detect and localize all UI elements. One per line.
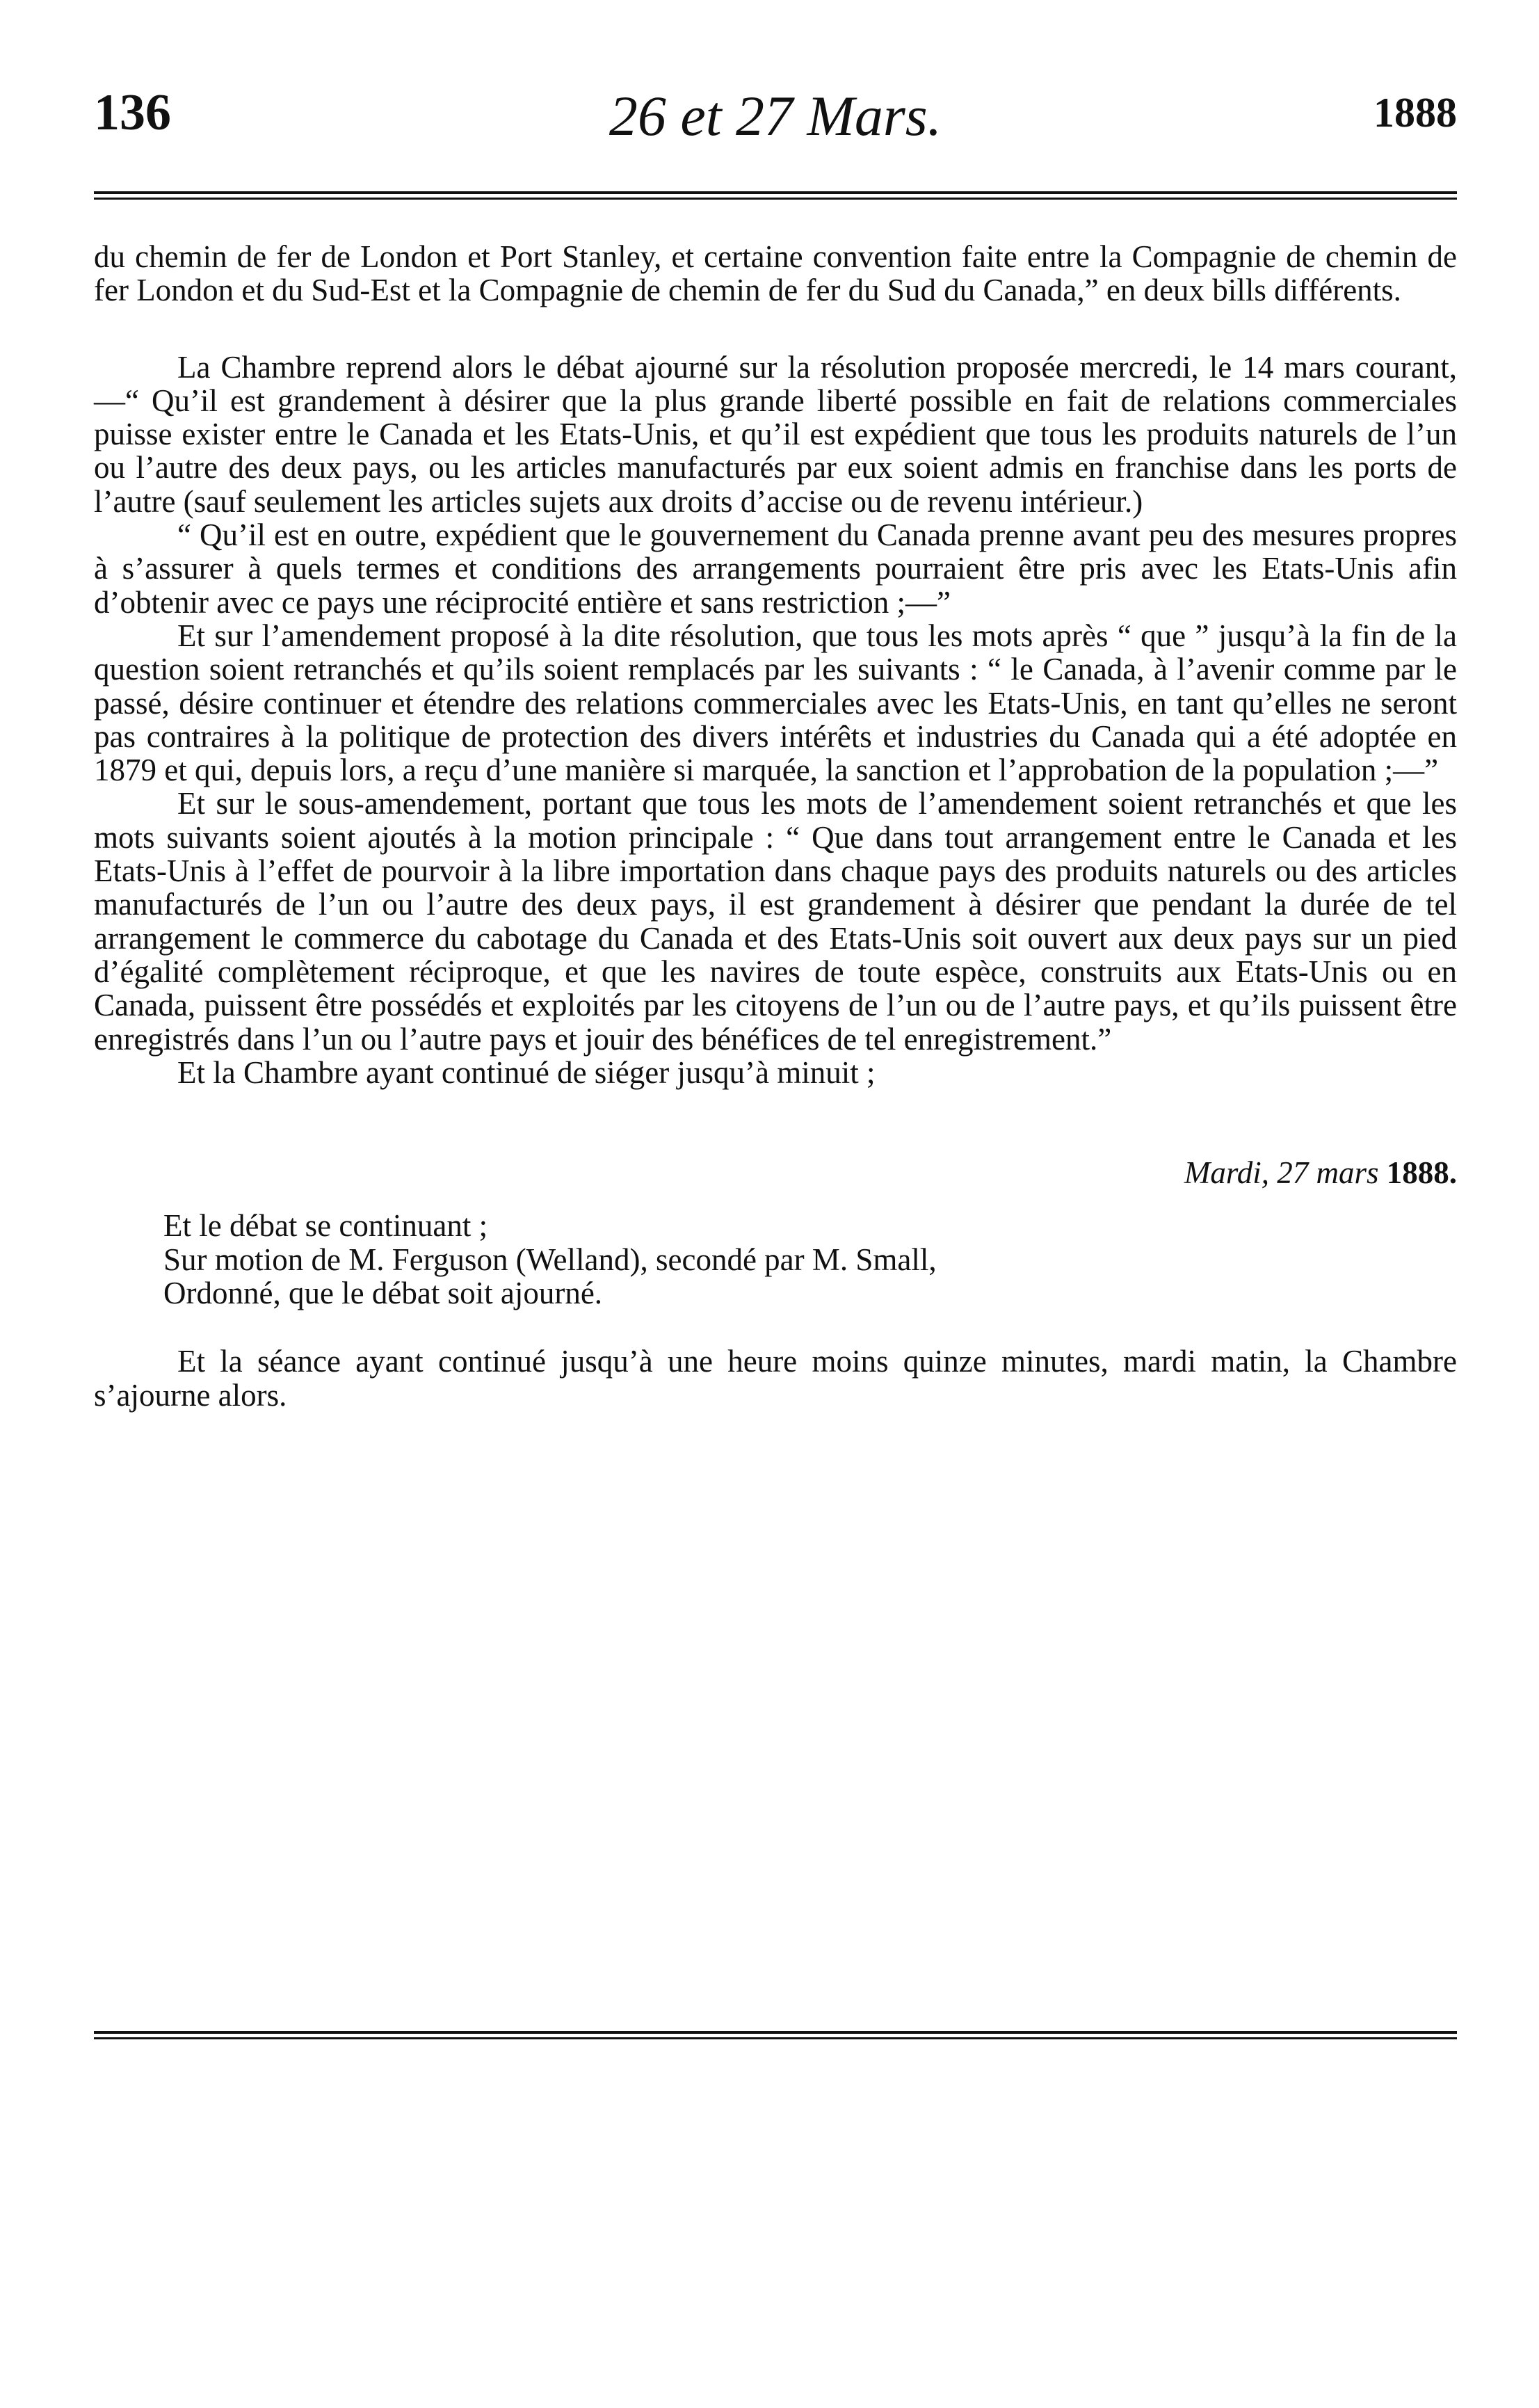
paragraph-resolution-second: “ Qu’il est en outre, expédient que le gouvernement du Canada prenne avant peu des mesures propres à s’assurer à quels termes et conditions des arrangements pourraient être pris avec les Etats-Unis afin d’obtenir avec ce pays une réciprocité entière et sans restriction ;—” <box>94 517 1457 620</box>
paragraph-sub-amendment: Et sur le sous-amendement, portant que tous les mots de l’amendement soient retranchés et que les mots suivants soient ajoutés à la motion principale : “ Que dans tout arrangement entre le Canada et les Etats-Unis à l’effet de pourvoir à la libre importation dans chaque pays des produits naturels ou des articles manufacturés de l’un ou l’autre des deux pays, il est grandement à désirer que pendant la durée de tel arrangement le commerce du cabotage du Canada et des Etats-Unis soit ouvert aux deux pays sur un pied d’égalité complètement réciproque, et que les navires de toute espèce, construits aux Etats-Unis ou en Canada, puissent être possédés et exploités par les citoyens de l’un ou de l’autre pays, et qu’ils puissent être enregistrés dans l’un ou l’autre pays et jouir des bénéfices de tel enregistrement.” <box>94 786 1457 1057</box>
dateline-day: Mardi, 27 mars <box>1184 1155 1379 1191</box>
footer-rule <box>94 2031 1457 2041</box>
paragraph-adjournment: Et la séance ayant continué jusqu’à une heure moins quinze minutes, mardi matin, la Chambre s’ajourne alors. <box>94 1344 1457 1413</box>
paragraph-debate-continuing: Et le débat se continuant ; <box>163 1208 488 1244</box>
paragraph-amendment: Et sur l’amendement proposé à la dite résolution, que tous les mots après “ que ” jusqu’à la fin de la question soient retranchés et qu’ils soient remplacés par les suivants : “ le Canada, à l’avenir comme par le passé, désire continuer et étendre des relations commerciales avec les Etats-Unis, en tant qu’elles ne seront pas contraires à la politique de protection des divers intérêts et industries du Canada qui a été adoptée en 1879 et qui, depuis lors, a reçu d’une manière si marquée, la sanction et l’approbation de la population ;—” <box>94 618 1457 788</box>
paragraph-ordered: Ordonné, que le débat soit ajourné. <box>163 1276 603 1311</box>
paragraph-sitting-midnight: Et la Chambre ayant continué de siéger jusqu’à minuit ; <box>177 1054 876 1090</box>
paragraph-continuation: du chemin de fer de London et Port Stanley, et certaine convention faite entre la Compagnie de chemin de fer London et du Sud-Est et la Compagnie de chemin de fer du Sud du Canada,” en deux bills différents. <box>94 239 1457 308</box>
paragraph-debate-resumed: La Chambre reprend alors le débat ajourné sur la résolution proposée mercredi, le 14 mars courant,—“ Qu’il est grandement à désirer que la plus grande liberté possible en fait de relations commerciales puisse exister entre le Canada et les Etats-Unis, et qu’il est expédient que tous les produits naturels de l’un ou l’autre des deux pays, ou les articles manufacturés par eux soient admis en franchise dans les ports de l’autre (sauf seulement les articles sujets aux droits d’accise ou de revenu intérieur.) <box>94 349 1457 519</box>
paragraph-motion: Sur motion de M. Ferguson (Welland), secondé par M. Small, <box>163 1242 937 1277</box>
dateline-year: 1888. <box>1386 1155 1457 1191</box>
running-title: 26 et 27 Mars. <box>609 84 942 147</box>
header-year: 1888 <box>1373 90 1457 136</box>
header-rule <box>94 191 1457 201</box>
motion-block <box>94 1209 1457 1310</box>
page-number: 136 <box>94 84 171 141</box>
page-header <box>94 83 1457 160</box>
dateline <box>94 1156 1457 1189</box>
body-text <box>94 240 1457 1412</box>
